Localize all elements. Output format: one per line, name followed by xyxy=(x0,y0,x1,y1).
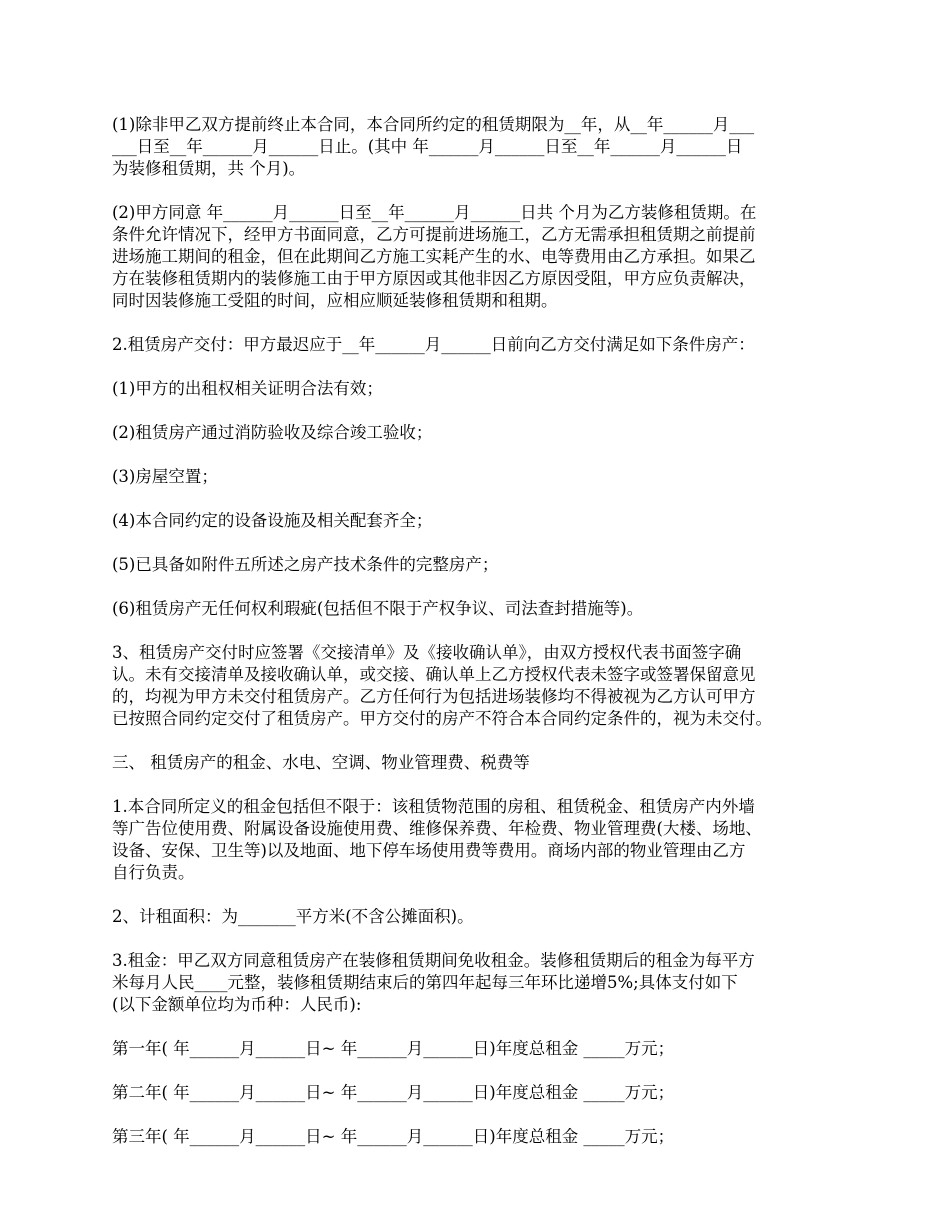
paragraph-p8 xyxy=(112,554,852,576)
paragraph-p7 xyxy=(112,510,852,532)
text-line: 同时因装修施工受阻的时间，应相应顺延装修租赁期和租期。 xyxy=(112,291,558,310)
paragraph-p12 xyxy=(112,796,852,884)
text-line: (3)房屋空置； xyxy=(112,467,218,486)
text-line: 3、租赁房产交付时应签署《交接清单》及《接收确认单》，由双方授权代表书面签字确 xyxy=(112,643,742,662)
text-line: (6)租赁房产无任何权利瑕疵(包括但不限于产权争议、司法查封措施等)。 xyxy=(112,599,644,618)
paragraph-p10 xyxy=(112,642,852,730)
paragraph-p9 xyxy=(112,598,852,620)
text-line: (2)租赁房产通过消防验收及综合竣工验收； xyxy=(112,423,433,442)
paragraph-p15 xyxy=(112,1038,852,1060)
text-line: (4)本合同约定的设备设施及相关配套齐全； xyxy=(112,511,433,530)
paragraph-p1 xyxy=(112,114,852,180)
text-line: 的，均视为甲方未交付租赁房产。乙方任何行为包括进场装修均不得被视为乙方认可甲方 xyxy=(112,687,756,706)
text-line: 3.租金：甲乙双方同意租赁房产在装修租赁期间免收租金。装修租赁期后的租金为每平方 xyxy=(112,951,755,970)
paragraph-p6 xyxy=(112,466,852,488)
text-line: 2、计租面积：为_______平方米(不含公摊面积)。 xyxy=(112,907,474,926)
paragraph-p14 xyxy=(112,950,852,1016)
text-line: 方在装修租赁期内的装修施工由于甲方原因或其他非因乙方原因受阻，甲方应负责解决， xyxy=(112,269,756,288)
text-line: 自行负责。 xyxy=(112,863,195,882)
paragraph-p11 xyxy=(112,752,852,774)
text-line: 设备、安保、卫生等)以及地面、地下停车场使用费等费用。商场内部的物业管理由乙方 xyxy=(112,841,746,860)
text-line: 2.租赁房产交付：甲方最迟应于__年______月______日前向乙方交付满足如下条件房产： xyxy=(112,335,755,354)
text-line: (1)除非甲乙双方提前终止本合同，本合同所约定的租赁期限为__年，从__年______月___ xyxy=(112,115,755,134)
paragraph-p3 xyxy=(112,334,852,356)
text-line: 第一年( 年______月______日~ 年______月______日)年度总租金 _____万元； xyxy=(112,1039,675,1058)
text-line: (1)甲方的出租权相关证明合法有效； xyxy=(112,379,383,398)
paragraph-p17 xyxy=(112,1126,852,1148)
text-line: 1.本合同所定义的租金包括但不限于：该租赁物范围的房租、租赁税金、租赁房产内外墙 xyxy=(112,797,755,816)
text-line: 第三年( 年______月______日~ 年______月______日)年度总租金 _____万元； xyxy=(112,1127,675,1146)
text-line: 三、 租赁房产的租金、水电、空调、物业管理费、税费等 xyxy=(112,753,530,772)
paragraph-p2 xyxy=(112,202,852,312)
text-line: 条件允许情况下，经甲方书面同意，乙方可提前进场施工，乙方无需承担租赁期之前提前 xyxy=(112,225,756,244)
text-line: (2)甲方同意 年______月______日至__年______月______日共 个月为乙方装修租赁期。在 xyxy=(112,203,757,222)
text-line: ___日至__年______月______日止。(其中 年______月______日至__年______月______日 xyxy=(112,137,743,156)
document-page xyxy=(112,114,852,1170)
text-line: 认。未有交接清单及接收确认单，或交接、确认单上乙方授权代表未签字或签署保留意见 xyxy=(112,665,756,684)
paragraph-p5 xyxy=(112,422,852,444)
text-line: (以下金额单位均为币种：人民币): xyxy=(112,995,362,1014)
text-line: 已按照合同约定交付了租赁房产。甲方交付的房产不符合本合同约定条件的，视为未交付。 xyxy=(112,709,772,728)
text-line: 为装修租赁期，共 个月)。 xyxy=(112,159,306,178)
text-line: 进场施工期间的租金，但在此期间乙方施工实耗产生的水、电等费用由乙方承担。如果乙 xyxy=(112,247,756,266)
paragraph-p13 xyxy=(112,906,852,928)
text-line: (5)已具备如附件五所述之房产技术条件的完整房产； xyxy=(112,555,499,574)
text-line: 第二年( 年______月______日~ 年______月______日)年度总租金 _____万元； xyxy=(112,1083,675,1102)
paragraph-p16 xyxy=(112,1082,852,1104)
text-line: 等广告位使用费、附属设备设施使用费、维修保养费、年检费、物业管理费(大楼、场地、 xyxy=(112,819,762,838)
paragraph-p4 xyxy=(112,378,852,400)
text-line: 米每月人民____元整，装修租赁期结束后的第四年起每三年环比递增5%;具体支付如下 xyxy=(112,973,738,992)
